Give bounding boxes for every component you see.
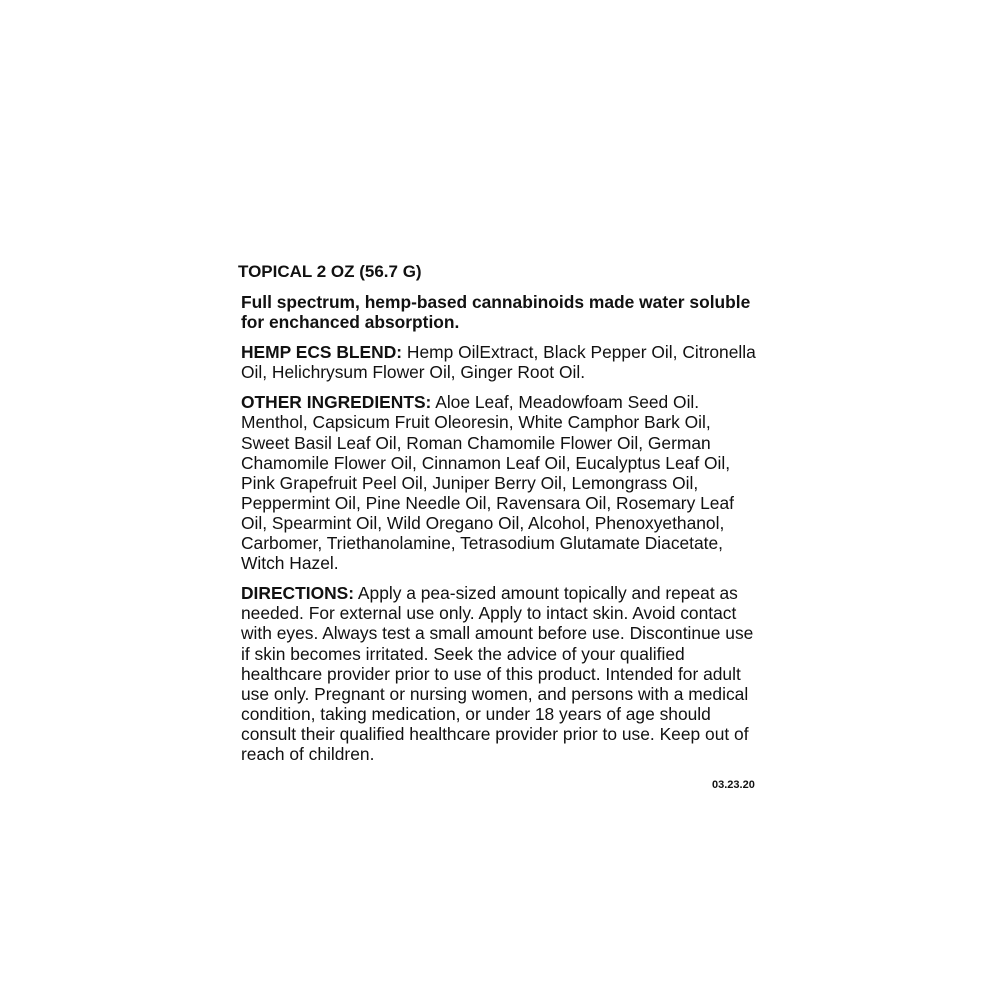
directions-text: Apply a pea-sized amount topically and repeat as needed. For external use only. Apply to intact skin. Avoid contact with eyes. Always test a small amount before use. Discontinue use if skin becomes irritated. Seek the advice of your qualified healthcare provider prior to use of this product. Intended for adult use only. Pregnant or nursing women, and persons with a medical condition, taking medication, or under 18 years of age should consult their qualified healthcare provider prior to use. Keep out of reach of children. <box>241 583 754 764</box>
hemp-blend-section <box>241 342 762 382</box>
hemp-blend-heading: HEMP ECS BLEND: <box>241 342 403 363</box>
date-code: 03.23.20 <box>712 779 755 791</box>
hemp-blend-text: Hemp OilExtract, Black Pepper Oil, Citronella Oil, Helichrysum Flower Oil, Ginger Root Oil. <box>241 342 756 383</box>
other-ingredients-text: Aloe Leaf, Meadowfoam Seed Oil. Menthol, Capsicum Fruit Oleoresin, White Camphor Bark Oil, Sweet Basil Leaf Oil, Roman Chamomile Flower Oil, German Chamomile Flower Oil, Cinnamon Leaf Oil, Eucalyptus Leaf Oil, Pink Grapefruit Peel Oil, Juniper Berry Oil, Lemongrass Oil, Peppermint Oil, Pine Needle Oil, Ravensara Oil, Rosemary Leaf Oil, Spearmint Oil, Wild Oregano Oil, Alcohol, Phenoxyethanol, Carbomer, Triethanolamine, Tetrasodium Glutamate Diacetate, Witch Hazel. <box>241 392 734 574</box>
product-size-title: TOPICAL 2 OZ (56.7 G) <box>238 262 422 281</box>
product-label <box>238 262 762 774</box>
directions-heading: DIRECTIONS: <box>241 583 355 604</box>
product-tagline: Full spectrum, hemp-based cannabinoids made water soluble for enchanced absorption. <box>241 292 751 333</box>
other-ingredients-section <box>241 392 762 573</box>
other-ingredients-heading: OTHER INGREDIENTS: <box>241 392 432 413</box>
directions-section <box>241 583 762 764</box>
